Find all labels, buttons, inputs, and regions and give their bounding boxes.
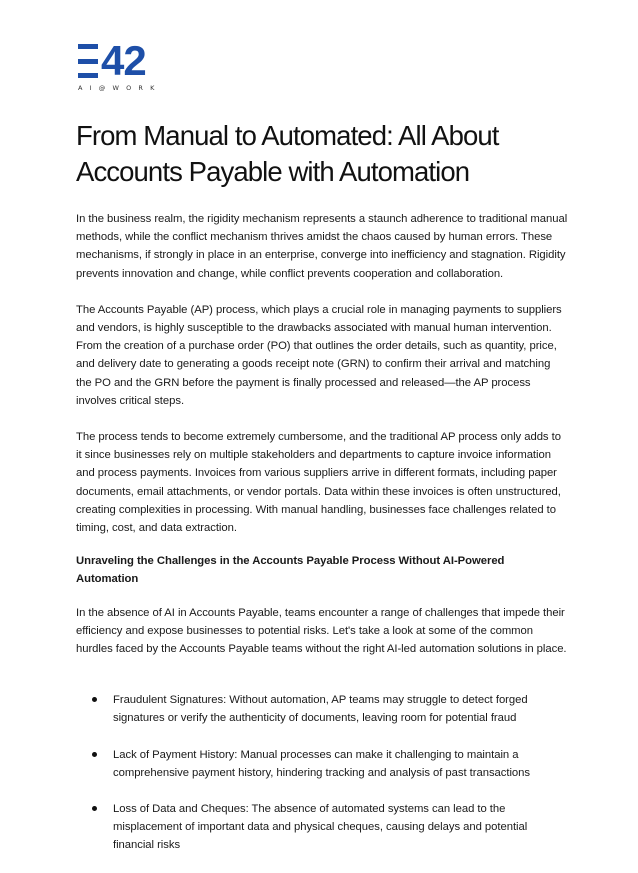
list-item: [76, 746, 568, 782]
page-title: From Manual to Automated: All About Accounts Payable with Automation: [76, 120, 499, 187]
section-heading: Unraveling the Challenges in the Accounts Payable Process Without AI-Powered Automation: [76, 555, 505, 586]
document-body: [76, 210, 568, 873]
logo-mark: [78, 37, 162, 84]
bullet-icon: [92, 806, 97, 811]
cumbersome-process-paragraph: The process tends to become extremely cumbersome, and the traditional AP process only adds to it since businesses rely on multiple stakeholders and departments to capture invoice information and process payments. Invoices from various suppliers arrive in different formats, including paper documents, email attachments, or vendor portals. Data within these invoices is often unstructured, creating complexities in processing. With manual handling, businesses face challenges related to timing, cost, and data extraction.: [76, 431, 561, 535]
list-item-text: Loss of Data and Cheques: The absence of automated systems can lead to the misplacement of important data and physical cheques, causing delays and potential financial risks: [113, 803, 528, 852]
list-item-text: Lack of Payment History: Manual processes can make it challenging to maintain a comprehensive payment history, hindering tracking and analysis of past transactions: [113, 748, 530, 779]
e42-logo: [78, 37, 162, 92]
challenges-intro-paragraph: In the absence of AI in Accounts Payable, teams encounter a range of challenges that impede their efficiency and expose businesses to potential risks. Let's take a look at some of the common hurdles faced by the Accounts Payable teams without the right AI-led automation solutions in place.: [76, 606, 567, 656]
challenges-list: [76, 691, 568, 854]
bullet-icon: [92, 697, 97, 702]
list-item: [76, 691, 568, 727]
list-item-text: Fraudulent Signatures: Without automation, AP teams may struggle to detect forged signatures or verify the authenticity of documents, leaving room for potential fraud: [113, 694, 528, 725]
logo-tagline: AI@WORK: [78, 84, 162, 92]
list-item: [76, 800, 568, 855]
ap-process-paragraph: The Accounts Payable (AP) process, which plays a crucial role in managing payments to suppliers and vendors, is highly susceptible to the drawbacks associated with manual human intervention. From the creation of a purchase order (PO) that outlines the order details, such as quantity, price, and delivery date to generating a goods receipt note (GRN) to confirm their arrival and matching the PO and the GRN before the payment is finally processed and released—the AP process involves critical steps.: [76, 303, 562, 407]
logo-number: 42: [101, 37, 146, 84]
logo-e-glyph: [78, 44, 98, 78]
bullet-icon: [92, 752, 97, 757]
intro-paragraph: In the business realm, the rigidity mechanism represents a staunch adherence to traditional manual methods, while the conflict mechanism thrives amidst the chaos caused by human errors. These mechanisms, if strongly in place in an enterprise, converge into inefficiency and stagnation. Rigidity prevents innovation and change, while conflict prevents cooperation and collaboration.: [76, 213, 568, 280]
